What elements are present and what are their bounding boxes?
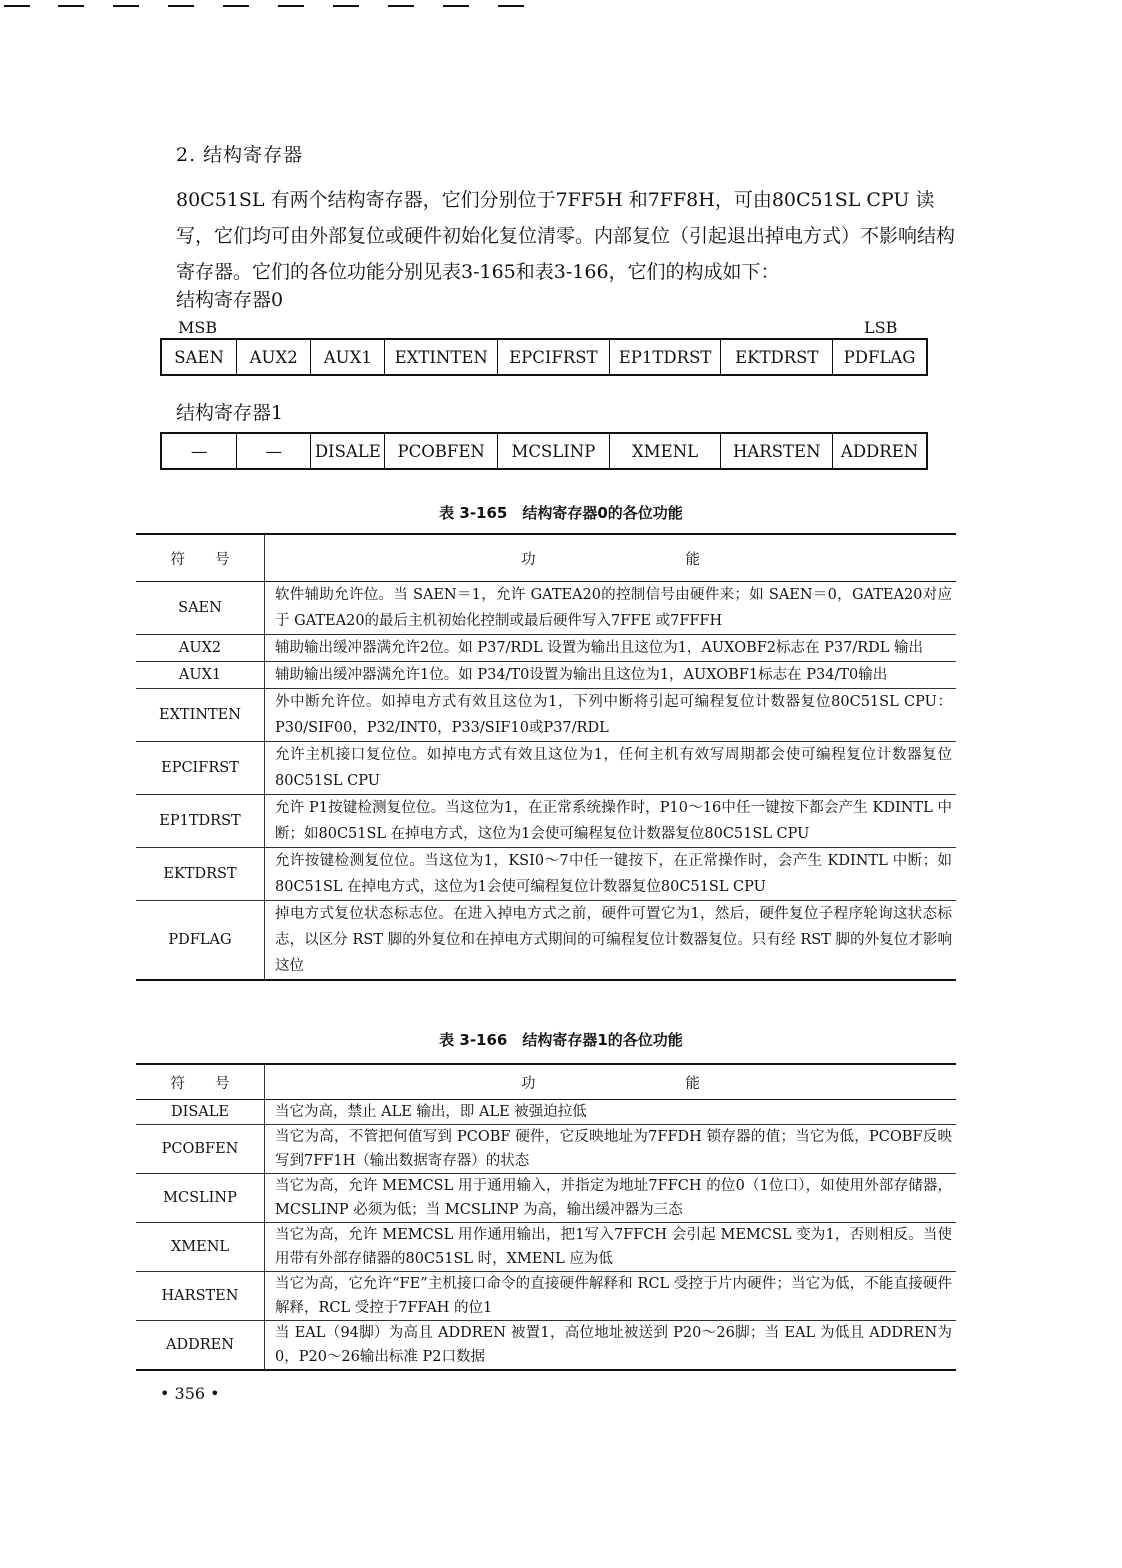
intro-paragraph: 80C51SL 有两个结构寄存器，它们分别位于7FF5H 和7FF8H，可由80C51SL CPU 读写，它们均可由外部复位或硬件初始化复位清零。内部复位（引起退出掉电方式）不影响结构寄存器。它们的各位功能分别见表3-165和表3-166，它们的构成如下： bbox=[176, 189, 956, 283]
register0-bit-2: AUX1 bbox=[311, 340, 385, 374]
row-description: 辅助输出缓冲器满允许2位。如 P37/RDL 设置为输出且这位为1，AUXOBF2标志在 P37/RDL 输出 bbox=[265, 635, 957, 662]
register0-bit-layout bbox=[160, 338, 928, 376]
lsb-label: LSB bbox=[864, 318, 898, 337]
table-row bbox=[136, 582, 956, 635]
table-row bbox=[136, 848, 956, 901]
table-row bbox=[136, 689, 956, 742]
register1-bit-layout bbox=[160, 432, 928, 470]
register0-bit-5: EP1TDRST bbox=[610, 340, 722, 374]
table-row bbox=[136, 662, 956, 689]
row-symbol: EXTINTEN bbox=[136, 689, 265, 742]
register1-bit-6: HARSTEN bbox=[721, 434, 833, 468]
register0-bit-4: EPCIFRST bbox=[498, 340, 610, 374]
row-description: 掉电方式复位状态标志位。在进入掉电方式之前，硬件可置它为1，然后，硬件复位子程序轮询这状态标志，以区分 RST 脚的外复位和在掉电方式期间的可编程复位计数器复位。只有经 RST 脚的外复位才影响这位 bbox=[265, 901, 957, 981]
msb-label: MSB bbox=[178, 318, 218, 337]
table-row bbox=[136, 1272, 956, 1321]
table1-caption: 表 3-165 结构寄存器0的各位功能 bbox=[439, 504, 683, 522]
row-description: 辅助输出缓冲器满允许1位。如 P34/T0设置为输出且这位为1，AUXOBF1标志在 P34/T0输出 bbox=[265, 662, 957, 689]
row-description: 当它为高，它允许“FE”主机接口命令的直接硬件解释和 RCL 受控于片内硬件；当它为低，不能直接硬件解释，RCL 受控于7FFAH 的位1 bbox=[265, 1272, 957, 1321]
table1-header-symbol: 符号 bbox=[136, 534, 265, 582]
table-row bbox=[136, 1223, 956, 1272]
register1-bit-4: MCSLINP bbox=[498, 434, 610, 468]
register0-label: 结构寄存器0 bbox=[176, 289, 284, 311]
row-symbol: HARSTEN bbox=[136, 1272, 265, 1321]
register1-bit-3: PCOBFEN bbox=[385, 434, 498, 468]
table2-caption: 表 3-166 结构寄存器1的各位功能 bbox=[439, 1031, 683, 1049]
row-symbol: XMENL bbox=[136, 1223, 265, 1272]
row-description: 允许主机接口复位位。如掉电方式有效且这位为1，任何主机有效写周期都会使可编程复位计数器复位80C51SL CPU bbox=[265, 742, 957, 795]
row-symbol: PCOBFEN bbox=[136, 1125, 265, 1174]
register1-bit-0: — bbox=[162, 434, 237, 468]
row-symbol: MCSLINP bbox=[136, 1174, 265, 1223]
page-number: • 356 • bbox=[160, 1384, 220, 1403]
table1-header-function: 功能 bbox=[265, 534, 957, 582]
register0-bit-7: PDFLAG bbox=[843, 347, 916, 367]
register0-bit-1: AUX2 bbox=[237, 340, 311, 374]
register1-bit-1: — bbox=[237, 434, 311, 468]
table-row bbox=[136, 1321, 956, 1371]
row-description: 当它为高，禁止 ALE 输出，即 ALE 被强迫拉低 bbox=[265, 1100, 957, 1125]
table2 bbox=[136, 1063, 956, 1371]
row-description: 当它为高，允许 MEMCSL 用作通用输出，把1写入7FFCH 会引起 MEMCSL 变为1，否则相反。当使用带有外部存储器的80C51SL 时，XMENL 应为低 bbox=[265, 1223, 957, 1272]
row-description: 外中断允许位。如掉电方式有效且这位为1，下列中断将引起可编程复位计数器复位80C51SL CPU：P30/SIF00，P32/INT0，P33/SIF10或P37/RDL bbox=[265, 689, 957, 742]
row-description: 允许 P1按键检测复位位。当这位为1，在正常系统操作时，P10～16中任一键按下都会产生 KDINTL 中断；如80C51SL 在掉电方式，这位为1会使可编程复位计数器复位80C51SL CPU bbox=[265, 795, 957, 848]
row-symbol: EKTDRST bbox=[136, 848, 265, 901]
register1-bit-5: XMENL bbox=[610, 434, 722, 468]
row-symbol: PDFLAG bbox=[136, 901, 265, 981]
row-symbol: ADDREN bbox=[136, 1321, 265, 1371]
table1 bbox=[136, 533, 956, 981]
row-description: 当 EAL（94脚）为高且 ADDREN 被置1，高位地址被送到 P20～26脚；当 EAL 为低且 ADDREN为0，P20～26输出标准 P2口数据 bbox=[265, 1321, 957, 1371]
register0-bit-0: SAEN bbox=[162, 340, 237, 374]
table2-header-function: 功能 bbox=[265, 1064, 957, 1100]
scan-top-marks bbox=[0, 0, 540, 10]
row-description: 软件辅助允许位。当 SAEN＝1，允许 GATEA20的控制信号由硬件来；如 SAEN＝0，GATEA20对应于 GATEA20的最后主机初始化控制或最后硬件写入7FFE 或7FFFH bbox=[265, 582, 957, 635]
register1-bit-7: ADDREN bbox=[840, 441, 919, 461]
row-description: 当它为高，不管把何值写到 PCOBF 硬件，它反映地址为7FFDH 锁存器的值；当它为低，PCOBF反映写到7FF1H（输出数据寄存器）的状态 bbox=[265, 1125, 957, 1174]
row-symbol: AUX1 bbox=[136, 662, 265, 689]
register0-bit-6: EKTDRST bbox=[721, 340, 833, 374]
row-symbol: EPCIFRST bbox=[136, 742, 265, 795]
register0-bit-3: EXTINTEN bbox=[385, 340, 498, 374]
register1-label: 结构寄存器1 bbox=[176, 402, 284, 424]
table-row bbox=[136, 795, 956, 848]
table-row bbox=[136, 742, 956, 795]
table-row bbox=[136, 1174, 956, 1223]
row-symbol: SAEN bbox=[136, 582, 265, 635]
row-symbol: AUX2 bbox=[136, 635, 265, 662]
table2-header-symbol: 符号 bbox=[136, 1064, 265, 1100]
section-heading: 2. 结构寄存器 bbox=[176, 144, 304, 166]
row-description: 允许按键检测复位位。当这位为1，KSI0～7中任一键按下，在正常操作时，会产生 KDINTL 中断；如80C51SL 在掉电方式，这位为1会使可编程复位计数器复位80C51SL CPU bbox=[265, 848, 957, 901]
table-row bbox=[136, 1100, 956, 1125]
row-symbol: DISALE bbox=[136, 1100, 265, 1125]
register1-bit-2: DISALE bbox=[311, 434, 385, 468]
table-row bbox=[136, 635, 956, 662]
table-row bbox=[136, 901, 956, 981]
row-description: 当它为高，允许 MEMCSL 用于通用输入，并指定为地址7FFCH 的位0（1位口），如使用外部存储器，MCSLINP 必须为低；当 MCSLINP 为高，输出缓冲器为三态 bbox=[265, 1174, 957, 1223]
table-row bbox=[136, 1125, 956, 1174]
row-symbol: EP1TDRST bbox=[136, 795, 265, 848]
